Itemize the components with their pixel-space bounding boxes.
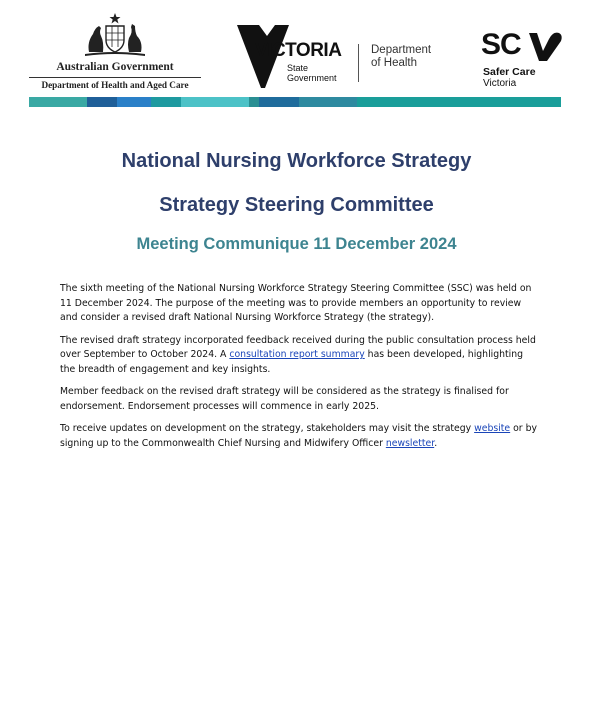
- safer-care-victoria-logo: [481, 30, 571, 90]
- communique-body: [60, 282, 540, 459]
- colour-band-segment: [151, 97, 181, 107]
- strategy-website-link[interactable]: website: [474, 423, 511, 434]
- paragraph-endorsement: Member feedback on the revised draft strategy will be considered as the strategy is finalised for endorsement. Endorsement processes will commence in early 2025.: [60, 386, 509, 412]
- colour-band: [29, 97, 561, 107]
- colour-band-segment: [181, 97, 249, 107]
- victoria-government-logo: [237, 24, 447, 90]
- logo-header: [0, 0, 593, 96]
- consultation-report-summary-link[interactable]: consultation report summary: [229, 349, 365, 360]
- colour-band-segment: [299, 97, 357, 107]
- colour-band-segment: [87, 97, 117, 107]
- australian-government-name: Australian Government: [56, 61, 174, 73]
- victoria-wordmark: VICTORIA: [255, 40, 342, 61]
- committee-subtitle: Strategy Steering Committee: [159, 194, 434, 216]
- state-government-label: State Government: [287, 63, 337, 83]
- victoria-divider: [358, 44, 359, 82]
- newsletter-link[interactable]: newsletter: [385, 437, 435, 449]
- scv-v-mark-icon: [529, 31, 563, 61]
- colour-band-segment: [249, 97, 259, 107]
- paragraph-consultation: The revised draft strategy incorporated feedback received during the public consultation process held over September to October 2024. A consultation report summary has been developed, highlighting the breadth of engagement and key insights.: [60, 334, 536, 375]
- department-health-aged-care: Department of Health and Aged Care: [41, 80, 189, 90]
- scv-safer-care-label: Safer Care: [483, 66, 536, 78]
- paragraph-updates: To receive updates on development on the strategy, stakeholders may visit the strategy website or by signing up to the Commonwealth Chief Nursing and Midwifery Officer newsletter.: [60, 423, 537, 449]
- logo-divider: [29, 77, 201, 78]
- department-of-health-label: Department of Health: [371, 44, 432, 69]
- colour-band-segment: [117, 97, 151, 107]
- colour-band-segment: [259, 97, 299, 107]
- scv-letters: SC: [481, 28, 521, 61]
- coat-of-arms-icon: [79, 12, 151, 58]
- meeting-heading: Meeting Communique 11 December 2024: [136, 235, 457, 253]
- scv-victoria-label: Victoria: [483, 78, 517, 89]
- colour-band-segment: [357, 97, 561, 107]
- colour-band-segment: [29, 97, 87, 107]
- australian-government-logo: [29, 12, 201, 90]
- paragraph-meeting-summary: The sixth meeting of the National Nursing Workforce Strategy Steering Committee (SSC) was held on 11 December 2024. The purpose of the meeting was to provide members an opportunity to review and consider a revised draft National Nursing Workforce Strategy (the strategy).: [60, 283, 532, 323]
- page-title: National Nursing Workforce Strategy: [121, 150, 472, 172]
